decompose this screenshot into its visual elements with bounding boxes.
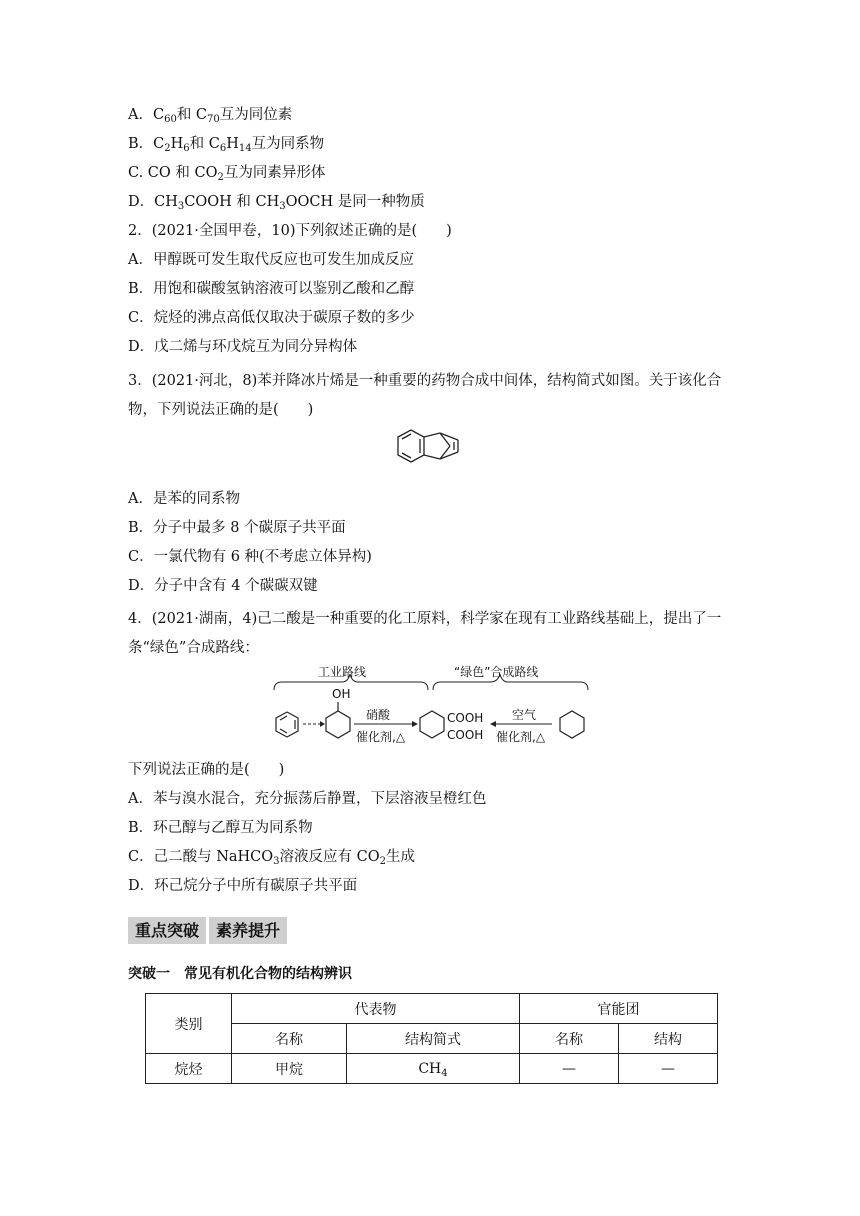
- header-name: 名称: [232, 1024, 347, 1054]
- q1-option-b: B．$C_2H_6$和 $C_6H_{14}$互为同系物: [128, 136, 325, 154]
- cell-structure: —: [619, 1054, 718, 1084]
- q3-option-c: C．一氯代物有 6 种(不考虑立体异构): [128, 549, 372, 565]
- table-header-row: [146, 994, 718, 1024]
- nitric-acid-label: 硝酸: [366, 708, 391, 722]
- q3-option-b: B．分子中最多 8 个碳原子共平面: [128, 520, 346, 536]
- oh-label: OH: [332, 687, 351, 701]
- q2-stem: 2．(2021·全国甲卷，10)下列叙述正确的是( ): [128, 223, 452, 239]
- q1-option-a: A．$C_{60}$和 $C_{70}$互为同位素: [128, 107, 293, 125]
- q4-stem: 4．(2021·湖南，4)己二酸是一种重要的化工原料，科学家在现有工业路线基础上，提出了一条“绿色”合成路线：: [128, 611, 722, 656]
- catalyst-heat-label-1: 催化剂,△: [356, 730, 406, 744]
- banner-right-label: 素养提升: [209, 917, 287, 944]
- section-banner: [128, 917, 287, 944]
- cell-group-name: —: [520, 1054, 619, 1084]
- q4-option-b: B．环己醇与乙醇互为同系物: [128, 820, 313, 836]
- header-representative: 代表物: [232, 994, 520, 1024]
- q2-option-a: A．甲醇既可发生取代反应也可发生加成反应: [128, 252, 414, 268]
- q3-option-a: A．是苯的同系物: [128, 491, 240, 507]
- q4-option-c: C．己二酸与 NaHCO$_3$溶液反应有 $CO_2$生成: [128, 849, 416, 867]
- q2-option-c: C．烷烃的沸点高低仅取决于碳原子数的多少: [128, 310, 415, 326]
- header-formula: 结构简式: [347, 1024, 520, 1054]
- header-functional-group: 官能团: [520, 994, 718, 1024]
- cooh-label-2: COOH: [447, 728, 484, 742]
- q4-option-d: D．环己烷分子中所有碳原子共平面: [128, 878, 358, 894]
- cell-formula: $CH_4$: [347, 1054, 520, 1084]
- functional-group-table: [145, 993, 718, 1084]
- header-category: 类别: [146, 994, 232, 1054]
- air-label: 空气: [512, 708, 537, 722]
- q4-option-a: A．苯与溴水混合，充分振荡后静置，下层溶液呈橙红色: [128, 791, 487, 807]
- benzonorbornene-structure: [388, 425, 468, 475]
- q1-option-d: D．$CH_3COOH$ 和 $CH_3OOCH$ 是同一种物质: [128, 194, 425, 212]
- industrial-route-label: 工业路线: [318, 665, 367, 679]
- section-title: 突破一 常见有机化合物的结构辨识: [128, 966, 352, 982]
- q3-option-d: D．分子中含有 4 个碳碳双键: [128, 578, 318, 594]
- cell-category: 烷烃: [146, 1054, 232, 1084]
- cell-name: 甲烷: [232, 1054, 347, 1084]
- q2-option-d: D．戊二烯与环戊烷互为同分异构体: [128, 339, 358, 355]
- table-subheader-row: [146, 1024, 718, 1054]
- table-row: [146, 1054, 718, 1084]
- q3-stem: 3．(2021·河北，8)苯并降冰片烯是一种重要的药物合成中间体，结构简式如图。关于该化合物，下列说法正确的是( ): [128, 373, 722, 418]
- q4-lead: 下列说法正确的是( ): [128, 762, 285, 778]
- header-structure: 结构: [619, 1024, 718, 1054]
- q2-option-b: B．用饱和碳酸氢钠溶液可以鉴别乙酸和乙醇: [128, 281, 415, 297]
- synthesis-route-scheme: [268, 662, 598, 752]
- header-group-name: 名称: [520, 1024, 619, 1054]
- banner-left-label: 重点突破: [128, 917, 209, 944]
- cooh-label-1: COOH: [447, 711, 484, 725]
- green-route-label: “绿色”合成路线: [454, 665, 539, 679]
- catalyst-heat-label-2: 催化剂,△: [496, 730, 546, 744]
- q1-option-c: C. CO 和 $CO_2$互为同素异形体: [128, 165, 326, 183]
